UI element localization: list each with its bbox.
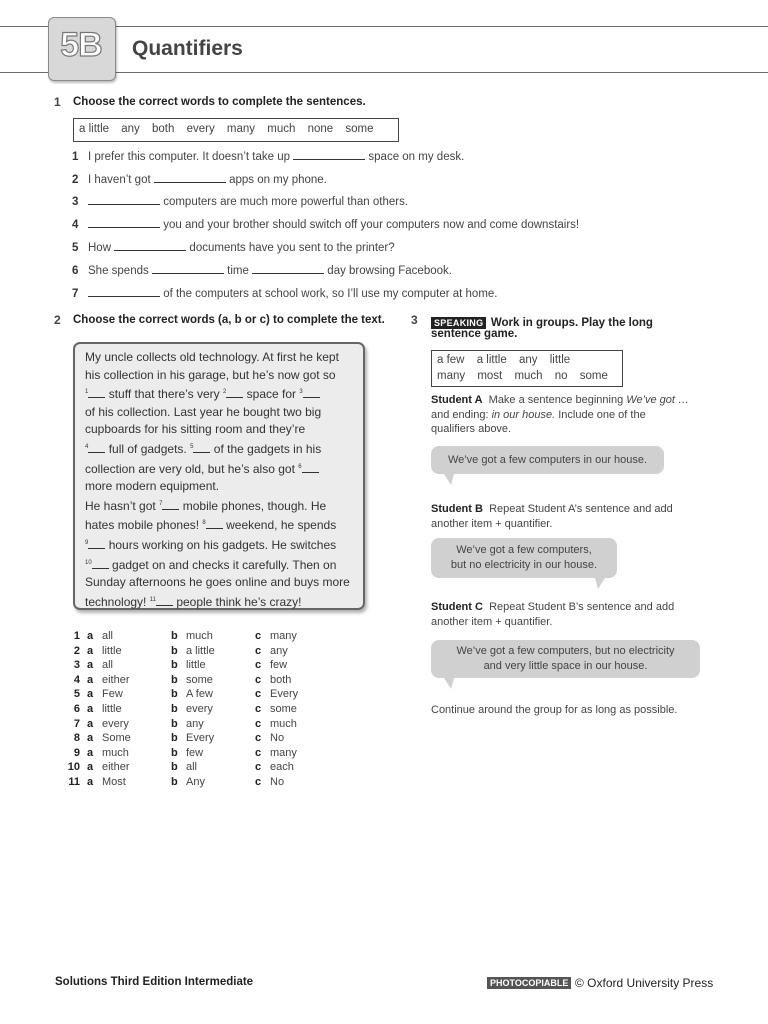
question-number: 11: [68, 775, 80, 788]
passage-line: hates mobile phones! $^8$ weekend, he spends: [85, 518, 337, 533]
option-row: [60, 747, 360, 762]
passage-line: My uncle collects old technology. At first he kept: [85, 350, 339, 364]
option-letter: c: [255, 644, 262, 657]
ex1-item-2: [72, 172, 327, 186]
gap-blank[interactable]: [88, 387, 105, 398]
option-letter: c: [255, 688, 262, 701]
option-letter: a: [87, 717, 94, 730]
word-bank-item: much: [267, 123, 296, 135]
passage-line: He hasn’t got $^7$ mobile phones, though. He: [85, 498, 327, 513]
option-row: [60, 776, 360, 791]
item-text: How: [88, 242, 112, 254]
gap-blank[interactable]: [302, 462, 319, 473]
passage-text: [85, 349, 357, 611]
bubble-text: and very little space in our house.: [483, 659, 648, 672]
option-b[interactable]: a little: [186, 644, 215, 657]
bubble-text: We’ve got a few computers in our house.: [447, 454, 648, 466]
gap-number: 6: [298, 463, 302, 470]
option-letter: c: [255, 746, 262, 759]
passage-line: his collection in his garage, but he’s now got so: [85, 367, 336, 382]
option-row: [60, 703, 360, 718]
item-text: computers are much more powerful than others.: [163, 196, 409, 208]
option-letter: c: [255, 659, 262, 672]
option-a[interactable]: either: [102, 761, 130, 774]
ex1-item-4: [72, 217, 579, 231]
option-letter: c: [255, 775, 262, 788]
answer-blank[interactable]: [88, 286, 160, 297]
ex1-item-3: [72, 194, 408, 208]
answer-blank[interactable]: [114, 240, 186, 251]
word-bank-item: every: [186, 123, 215, 135]
word-bank-item: some: [345, 123, 374, 135]
speech-bubble-tail: [444, 678, 454, 689]
option-a[interactable]: every: [102, 717, 129, 730]
option-letter: a: [87, 746, 94, 759]
answer-blank[interactable]: [88, 194, 160, 205]
ex2-instruction: Choose the correct words (a, b or c) to complete the text.: [73, 314, 385, 326]
option-a[interactable]: all: [102, 659, 114, 672]
gap-number: 8: [202, 520, 206, 527]
page-title: Quantifiers: [132, 37, 243, 60]
option-letter: a: [87, 688, 94, 701]
item-text: She spends: [88, 265, 149, 277]
gap-number: 10: [85, 559, 92, 566]
item-number: 5: [72, 242, 79, 254]
option-letter: c: [255, 761, 262, 774]
option-a[interactable]: little: [102, 702, 122, 715]
item-text: apps on my phone.: [229, 174, 327, 186]
option-letter: b: [171, 717, 178, 730]
gap-number: 3: [299, 389, 303, 396]
gap-number: 5: [190, 443, 194, 450]
option-row: [60, 659, 360, 674]
option-row: [60, 688, 360, 703]
ex1-item-7: [72, 286, 497, 300]
item-number: 2: [72, 174, 79, 186]
item-number: 4: [72, 219, 79, 231]
option-letter: b: [171, 702, 178, 715]
word-bank-item: much: [514, 370, 543, 382]
ex3-word-box: [431, 350, 623, 387]
question-number: 1: [73, 630, 80, 642]
option-letter: b: [171, 659, 178, 672]
question-number: 6: [73, 702, 80, 715]
item-text: space on my desk.: [368, 151, 465, 163]
option-c[interactable]: Every: [270, 688, 299, 701]
option-b[interactable]: every: [186, 702, 213, 715]
passage-line: Sunday afternoons he goes online and buys more: [85, 575, 350, 590]
item-number: 6: [72, 265, 79, 277]
speaking-tag: SPEAKING: [431, 317, 486, 329]
ex1-item-5: [72, 240, 395, 254]
ex3-instruction-text: Work in groups. Play the long: [490, 317, 653, 329]
option-b[interactable]: Any: [186, 775, 205, 788]
gap-blank[interactable]: [156, 595, 173, 606]
answer-blank[interactable]: [154, 172, 226, 183]
option-letter: b: [171, 761, 178, 774]
passage-line: $^1$ stuff that there’s very $^2$ space for $^3$: [85, 384, 357, 404]
option-row: [60, 732, 360, 747]
gap-number: 4: [85, 443, 89, 450]
passage-line: collection are very old, but he’s also got $^6$: [85, 459, 357, 479]
speech-bubble-a: [431, 446, 664, 474]
option-row: [60, 645, 360, 660]
word-bank-item: little: [549, 354, 571, 366]
option-letter: b: [171, 688, 178, 701]
ex1-word-box: [73, 118, 399, 142]
word-bank-item: a little: [79, 123, 110, 135]
option-c[interactable]: any: [270, 644, 288, 657]
question-number: 4: [73, 673, 80, 686]
option-letter: b: [171, 746, 178, 759]
question-number: 3: [73, 659, 80, 672]
option-a[interactable]: Some: [102, 732, 131, 745]
option-c[interactable]: many: [270, 746, 297, 759]
option-letter: c: [255, 673, 262, 686]
option-letter: a: [87, 644, 94, 657]
option-letter: a: [87, 630, 94, 642]
passage-line: of his collection. Last year he bought two big: [85, 404, 322, 419]
option-b[interactable]: little: [186, 659, 206, 672]
item-number: 7: [72, 288, 79, 300]
word-bank-item: any: [518, 354, 538, 366]
option-b[interactable]: few: [186, 746, 204, 759]
gap-blank[interactable]: [88, 442, 105, 453]
option-row: [60, 761, 360, 776]
item-text: of the computers at school work, so I’ll use my computer at home.: [163, 288, 498, 300]
ex1-instruction: Choose the correct words to complete the sentences.: [73, 96, 366, 108]
ex2-options-list: [60, 630, 360, 791]
passage-line: cupboards for his sitting room and they’re: [85, 422, 306, 437]
ex3-instruction-2: sentence game.: [431, 328, 518, 340]
gap-number: 7: [159, 500, 163, 507]
gap-number: 1: [85, 389, 89, 396]
item-number: 1: [72, 151, 79, 163]
option-a[interactable]: little: [102, 644, 122, 657]
option-b[interactable]: some: [186, 673, 213, 686]
option-c[interactable]: both: [270, 673, 292, 686]
gap-number: 9: [85, 539, 89, 546]
bubble-text: but no electricity in our house.: [450, 558, 598, 571]
option-letter: a: [87, 761, 94, 774]
passage-line: $^4$ full of gadgets. $^5$ of the gadgets in his: [85, 441, 322, 456]
word-bank-item: most: [477, 370, 503, 382]
gap-blank[interactable]: [92, 558, 109, 569]
option-b[interactable]: any: [186, 717, 204, 730]
option-a[interactable]: either: [102, 673, 130, 686]
option-a[interactable]: all: [102, 630, 114, 642]
option-a[interactable]: Most: [102, 775, 126, 788]
gap-blank[interactable]: [303, 387, 320, 398]
option-letter: b: [171, 673, 178, 686]
answer-blank[interactable]: [88, 217, 160, 228]
option-b[interactable]: all: [186, 761, 198, 774]
option-letter: b: [171, 630, 178, 642]
item-number: 3: [72, 196, 79, 208]
footer-publisher: © Oxford University Press: [575, 976, 714, 990]
option-a[interactable]: much: [102, 746, 129, 759]
question-number: 2: [73, 644, 80, 657]
gap-blank[interactable]: [206, 518, 223, 529]
footer-title: Solutions Third Edition Intermediate: [55, 976, 254, 988]
option-letter: a: [87, 775, 94, 788]
option-c[interactable]: few: [270, 659, 288, 672]
option-letter: b: [171, 732, 178, 745]
option-c[interactable]: many: [270, 630, 297, 642]
word-bank-item: a little: [476, 354, 507, 366]
option-c[interactable]: much: [270, 717, 297, 730]
question-number: 7: [73, 717, 80, 730]
ex3-closing: Continue around the group for as long as possible.: [431, 704, 678, 716]
word-bank-item: no: [554, 370, 568, 382]
passage-line: more modern equipment.: [85, 479, 220, 494]
word-bank-item: both: [152, 123, 175, 135]
passage-line: $^{10}$ gadget on and checks it carefully. Then on: [85, 557, 337, 572]
option-letter: c: [255, 630, 262, 642]
ex1-item-6: [72, 263, 452, 277]
gap-blank[interactable]: [193, 442, 210, 453]
question-number: 10: [67, 761, 80, 774]
unit-number: 5B: [60, 26, 102, 64]
option-letter: c: [255, 717, 262, 730]
option-a[interactable]: Few: [102, 688, 123, 701]
gap-number: 2: [222, 389, 227, 396]
word-bank-item: many: [226, 123, 256, 135]
answer-blank[interactable]: [293, 149, 365, 160]
gap-blank[interactable]: [226, 387, 243, 398]
speech-bubble-c: [431, 640, 700, 678]
option-b[interactable]: Every: [186, 732, 215, 745]
option-letter: b: [171, 775, 178, 788]
option-row: [60, 630, 360, 645]
bubble-text: We’ve got a few computers,: [456, 544, 592, 556]
option-b[interactable]: much: [186, 630, 213, 642]
item-text: I haven’t got: [88, 174, 151, 186]
option-letter: a: [87, 732, 94, 745]
student-a-instruction: Student A Make a sentence beginning We’ve got … and ending: in our house. Include one of the qualifiers above.: [431, 394, 690, 436]
gap-number: 11: [149, 596, 156, 603]
item-text: documents have you sent to the printer?: [189, 242, 395, 254]
answer-blank[interactable]: [152, 263, 224, 274]
item-text: day browsing Facebook.: [327, 265, 452, 277]
photocopiable-tag: PHOTOCOPIABLE: [487, 977, 571, 989]
option-row: [60, 674, 360, 689]
ex2-number: 2: [54, 313, 61, 327]
option-letter: a: [87, 673, 94, 686]
speech-bubble-b: [431, 538, 617, 578]
item-text: I prefer this computer. It doesn’t take up: [88, 151, 290, 163]
word-bank-item: any: [121, 123, 140, 135]
option-letter: c: [255, 702, 262, 715]
option-c[interactable]: some: [270, 702, 297, 715]
speech-bubble-tail: [595, 578, 605, 589]
question-number: 9: [73, 746, 80, 759]
option-letter: a: [87, 702, 94, 715]
gap-blank[interactable]: [88, 538, 105, 549]
option-c[interactable]: No: [270, 732, 285, 745]
answer-blank[interactable]: [252, 263, 324, 274]
ex1-number: 1: [54, 95, 61, 109]
student-c-instruction: Student C Repeat Student B’s sentence and add another item + quantifier.: [431, 601, 675, 628]
word-bank-item: a few: [437, 354, 465, 366]
question-number: 5: [73, 688, 80, 701]
question-number: 8: [73, 732, 80, 745]
passage-line: technology! $^{11}$ people think he’s crazy!: [85, 594, 302, 609]
option-letter: a: [87, 659, 94, 672]
option-c[interactable]: each: [270, 761, 294, 774]
gap-blank[interactable]: [162, 499, 179, 510]
bubble-text: We’ve got a few computers, but no electricity: [456, 645, 675, 657]
option-row: [60, 718, 360, 733]
option-letter: c: [255, 732, 262, 745]
student-b-instruction: Student B Repeat Student A’s sentence and add another item + quantifier.: [431, 503, 673, 530]
item-text: time: [227, 265, 249, 277]
word-bank-item: some: [579, 370, 608, 382]
option-letter: b: [171, 644, 178, 657]
word-bank-item: many: [437, 370, 466, 382]
ex3-number: 3: [411, 313, 418, 327]
word-bank-item: none: [307, 123, 334, 135]
ex1-item-1: [72, 149, 464, 163]
item-text: you and your brother should switch off your computers now and come downstairs!: [163, 219, 580, 231]
speech-bubble-tail: [444, 474, 454, 485]
passage-line: $^9$ hours working on his gadgets. He switches: [85, 537, 337, 552]
option-c[interactable]: No: [270, 775, 285, 788]
option-b[interactable]: A few: [186, 688, 213, 701]
